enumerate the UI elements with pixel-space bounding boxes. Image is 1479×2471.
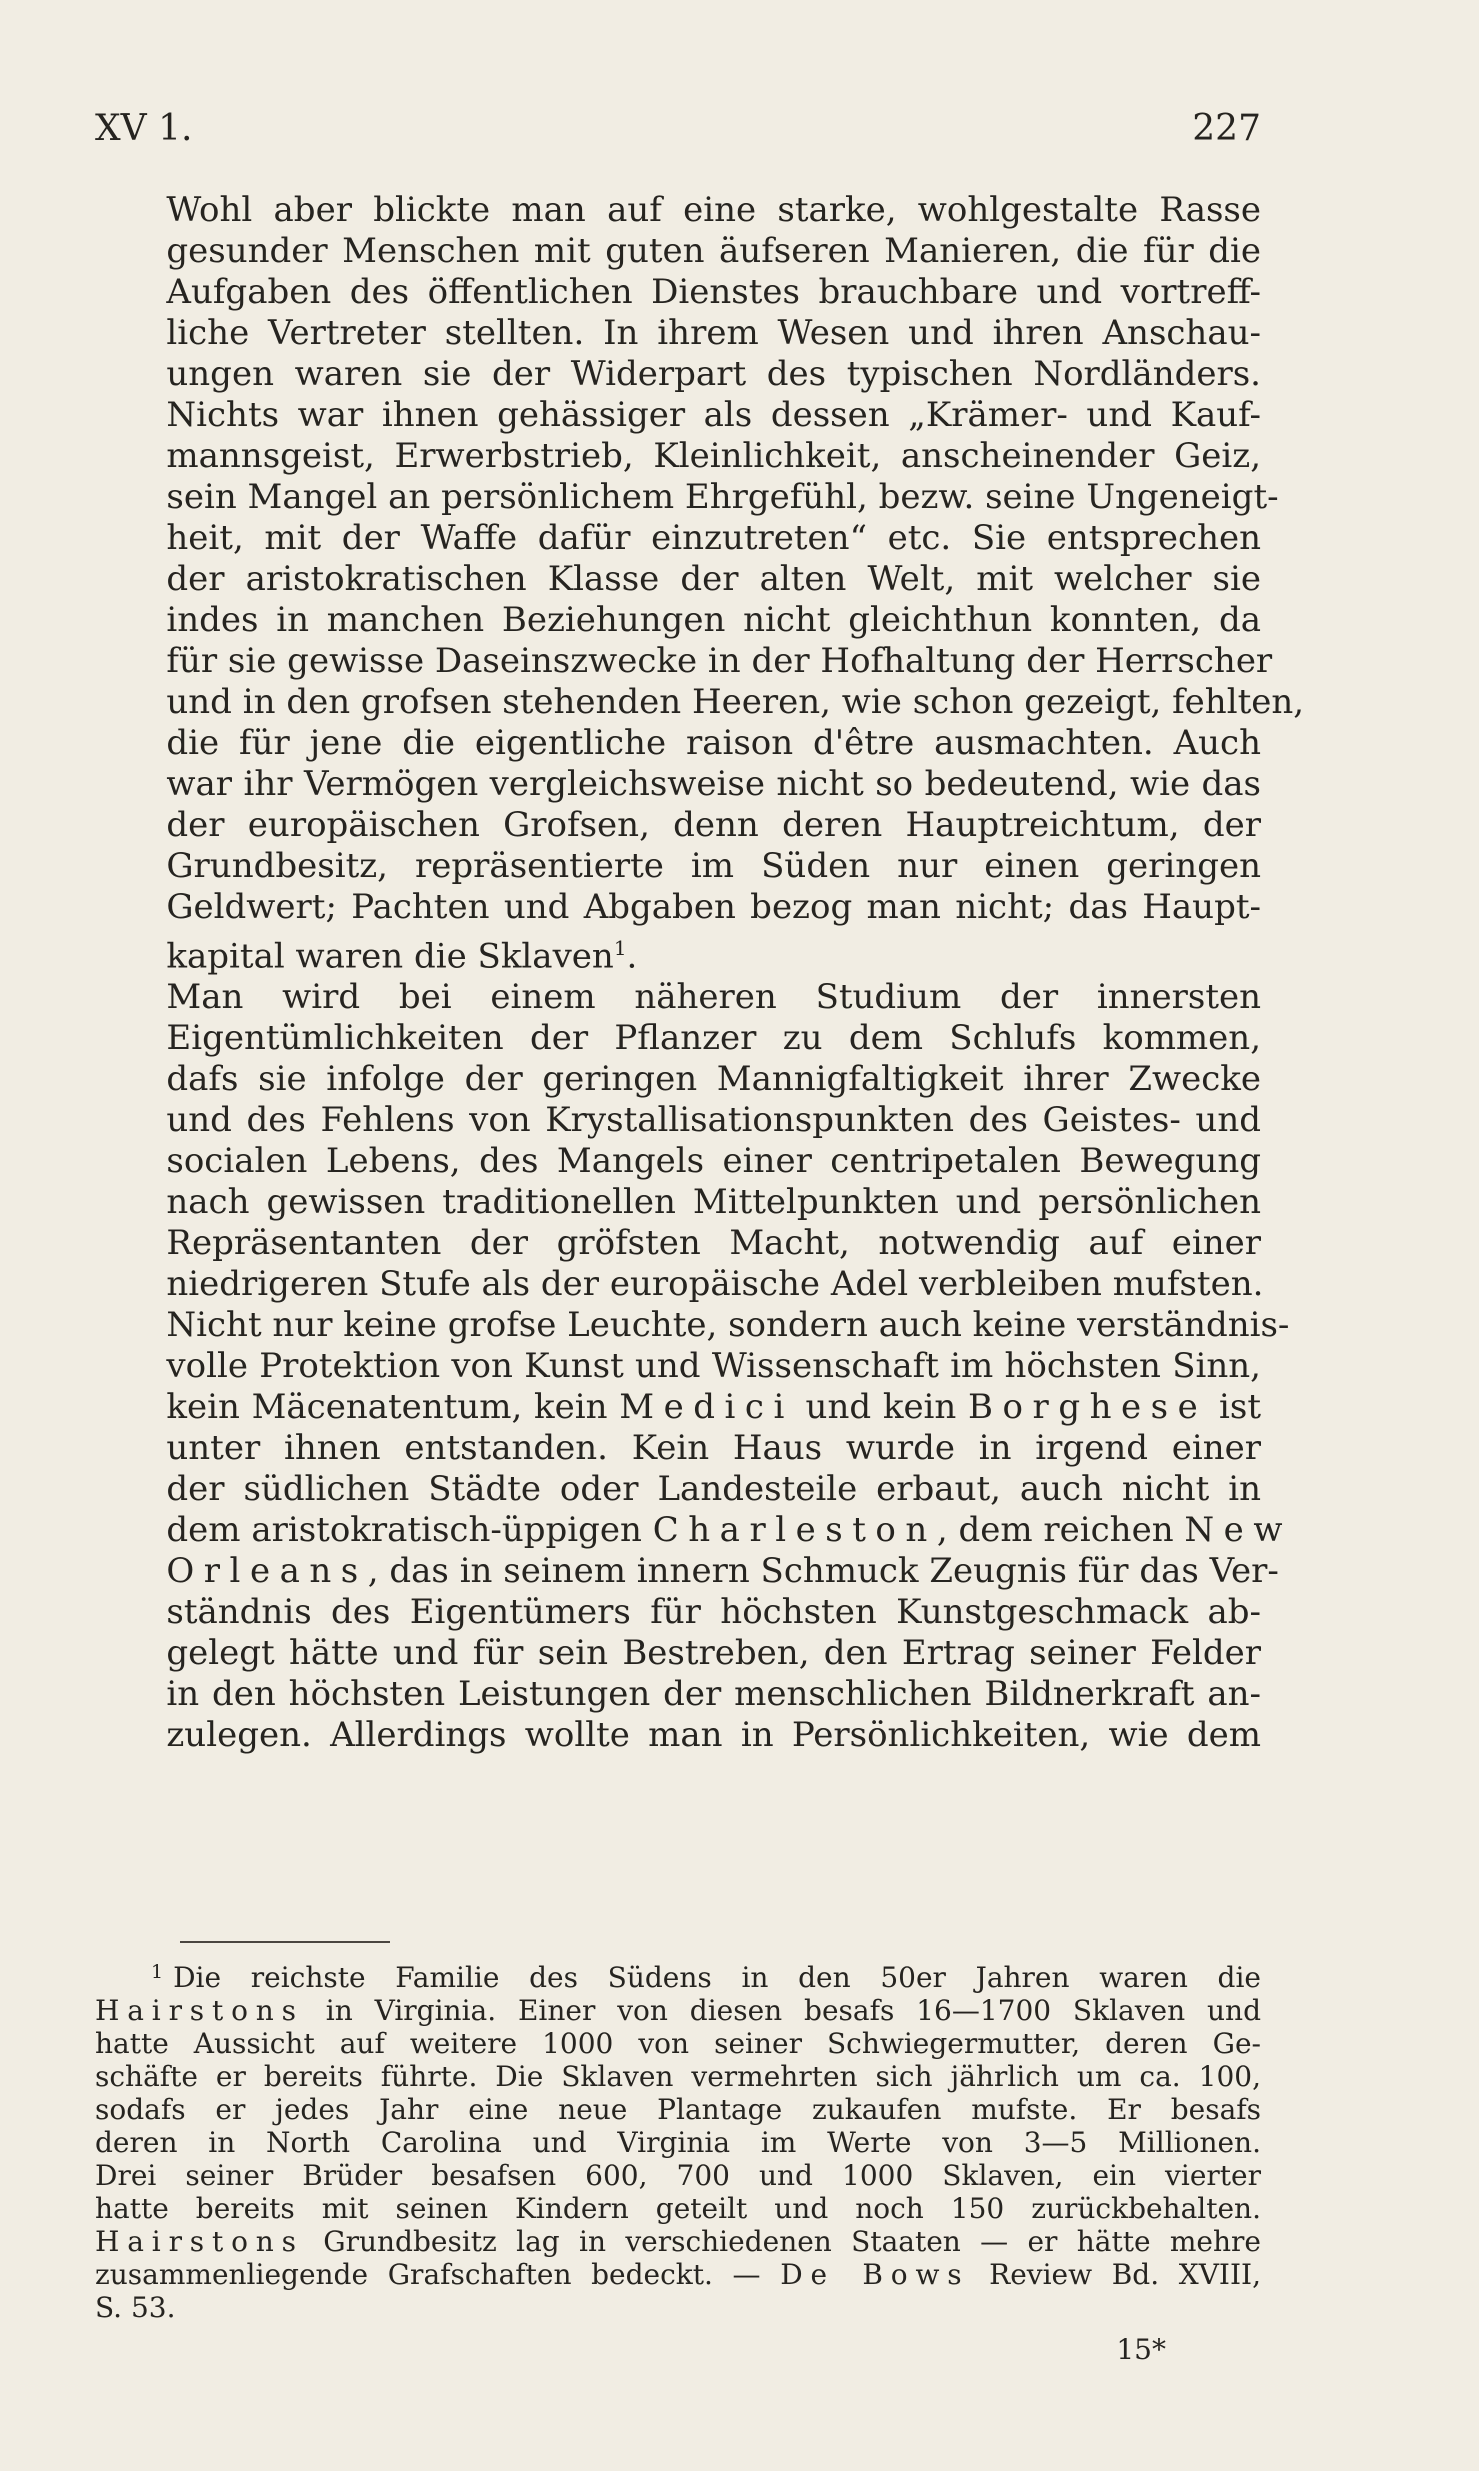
text-line: Nicht nur keine grofse Leuchte, sondern auch keine verständnis-	[166, 1305, 1290, 1346]
footnote-line: S. 53.	[95, 2291, 176, 2324]
text-line: indes in manchen Beziehungen nicht gleichthun konnten, da	[166, 600, 1261, 640]
footnote-mark: 1	[151, 1961, 164, 1983]
text-line: heit, mit der Waffe dafür einzutreten“ etc. Sie entsprechen	[166, 518, 1261, 558]
text-line: und des Fehlens von Krystallisationspunkten des Geistes- und	[166, 1100, 1261, 1141]
body-text	[95, 190, 1305, 1756]
footnote-line: hatte Aussicht auf weitere 1000 von seiner Schwiegermutter, deren Ge-	[95, 2027, 1261, 2060]
footnote-line: schäfte er bereits führte. Die Sklaven vermehrten sich jährlich um ca. 100,	[95, 2060, 1261, 2093]
paragraph-2	[95, 977, 1292, 1756]
running-head	[95, 108, 1261, 158]
text-line: dafs sie infolge der geringen Mannigfaltigkeit ihrer Zwecke	[166, 1059, 1261, 1100]
text-line: der südlichen Städte oder Landesteile erbaut, auch nicht in	[166, 1469, 1261, 1510]
text-line: Grundbesitz, repräsentierte im Süden nur einen geringen	[166, 846, 1261, 886]
footnote-line: $^1$ Die reichste Familie des Südens in den 50er Jahren waren die	[151, 1961, 1261, 1994]
paragraph-1	[95, 190, 1305, 977]
spaced-name: Medici	[619, 1387, 794, 1428]
footnote-rule	[180, 1941, 390, 1943]
text-line: Nichts war ihnen gehässiger als dessen „Krämer- und Kauf-	[166, 395, 1261, 435]
text-line: Orleans, das in seinem innern Schmuck Zeugnis für das Ver-	[166, 1551, 1279, 1592]
text-line: kein Mäcenatentum, kein Medici und kein Borghese ist	[166, 1387, 1261, 1428]
text-line: Man wird bei einem näheren Studium der innersten	[166, 977, 1261, 1018]
text-line: für sie gewisse Daseinszwecke in der Hofhaltung der Herrscher	[166, 641, 1273, 681]
spaced-name: De Bows	[780, 2258, 970, 2291]
text-line: der aristokratischen Klasse der alten Welt, mit welcher sie	[166, 559, 1261, 599]
spaced-name: Hairstons	[95, 1994, 304, 2027]
text-line: niedrigeren Stufe als der europäische Adel verbleiben mufsten.	[166, 1264, 1264, 1305]
text-line: unter ihnen entstanden. Kein Haus wurde in irgend einer	[166, 1428, 1261, 1469]
text-line: in den höchsten Leistungen der menschlichen Bildnerkraft an-	[166, 1674, 1261, 1715]
footnote-line: Hairstons Grundbesitz lag in verschiedenen Staaten — er hätte mehre	[95, 2225, 1261, 2258]
spaced-name: New	[1184, 1510, 1292, 1551]
text-line: gesunder Menschen mit guten äufseren Manieren, die für die	[166, 231, 1261, 271]
footnote	[95, 1956, 1261, 2324]
text-line: zulegen. Allerdings wollte man in Persönlichkeiten, wie dem	[166, 1715, 1261, 1756]
footnote-line: hatte bereits mit seinen Kindern geteilt und noch 150 zurückbehalten.	[95, 2192, 1261, 2225]
text-line: nach gewissen traditionellen Mittelpunkten und persönlichen	[166, 1182, 1261, 1223]
text-line: dem aristokratisch-üppigen Charleston, dem reichen New	[166, 1510, 1292, 1551]
text-line: sein Mangel an persönlichem Ehrgefühl, bezw. seine Ungeneigt-	[166, 477, 1279, 517]
spaced-name: Orleans	[166, 1551, 368, 1592]
text-line: ungen waren sie der Widerpart des typischen Nordländers.	[166, 354, 1261, 394]
text-line: kapital waren die Sklaven$^1$.	[166, 936, 638, 977]
printer-signature-mark: 15*	[1116, 2333, 1166, 2366]
footnote-line: sodafs er jedes Jahr eine neue Plantage zukaufen mufste. Er besafs	[95, 2093, 1261, 2126]
text-line: Repräsentanten der gröfsten Macht, notwendig auf einer	[166, 1223, 1261, 1264]
footnote-line: Hairstons in Virginia. Einer von diesen besafs 16—1700 Sklaven und	[95, 1994, 1261, 2027]
spaced-name: Charleston	[652, 1510, 937, 1551]
text-line: socialen Lebens, des Mangels einer centripetalen Bewegung	[166, 1141, 1261, 1182]
footnote-line: Drei seiner Brüder besafsen 600, 700 und 1000 Sklaven, ein vierter	[95, 2159, 1261, 2192]
page-number: 227	[1192, 108, 1261, 149]
text-line: Aufgaben des öffentlichen Dienstes brauchbare und vortreff-	[166, 272, 1261, 312]
text-line: war ihr Vermögen vergleichsweise nicht so bedeutend, wie das	[166, 764, 1261, 804]
text-line: Eigentümlichkeiten der Pflanzer zu dem Schlufs kommen,	[166, 1018, 1261, 1059]
book-page	[95, 108, 1305, 2408]
spaced-name: Hairstons	[95, 2225, 304, 2258]
chapter-signature: XV 1.	[95, 108, 193, 149]
text-line: gelegt hätte und für sein Bestreben, den Ertrag seiner Felder	[166, 1633, 1261, 1674]
text-line: Wohl aber blickte man auf eine starke, wohlgestalte Rasse	[166, 190, 1261, 230]
text-line: mannsgeist, Erwerbstrieb, Kleinlichkeit, anscheinender Geiz,	[166, 436, 1261, 476]
text-line: ständnis des Eigentümers für höchsten Kunstgeschmack ab-	[166, 1592, 1261, 1633]
footnote-line: zusammenliegende Grafschaften bedeckt. — De Bows Review Bd. XVIII,	[95, 2258, 1261, 2291]
text-line: und in den grofsen stehenden Heeren, wie schon gezeigt, fehlten,	[166, 682, 1305, 722]
text-line: Geldwert; Pachten und Abgaben bezog man nicht; das Haupt-	[166, 887, 1261, 927]
spaced-name: Borghese	[968, 1387, 1208, 1428]
text-line: liche Vertreter stellten. In ihrem Wesen und ihren Anschau-	[166, 313, 1261, 353]
footnote-line: deren in North Carolina und Virginia im Werte von 3—5 Millionen.	[95, 2126, 1261, 2159]
text-line: der europäischen Grofsen, denn deren Hauptreichtum, der	[166, 805, 1261, 845]
footnote-reference[interactable]: 1	[613, 936, 627, 960]
text-line: die für jene die eigentliche raison d'être ausmachten. Auch	[166, 723, 1261, 763]
text-line: volle Protektion von Kunst und Wissenschaft im höchsten Sinn,	[166, 1346, 1261, 1387]
